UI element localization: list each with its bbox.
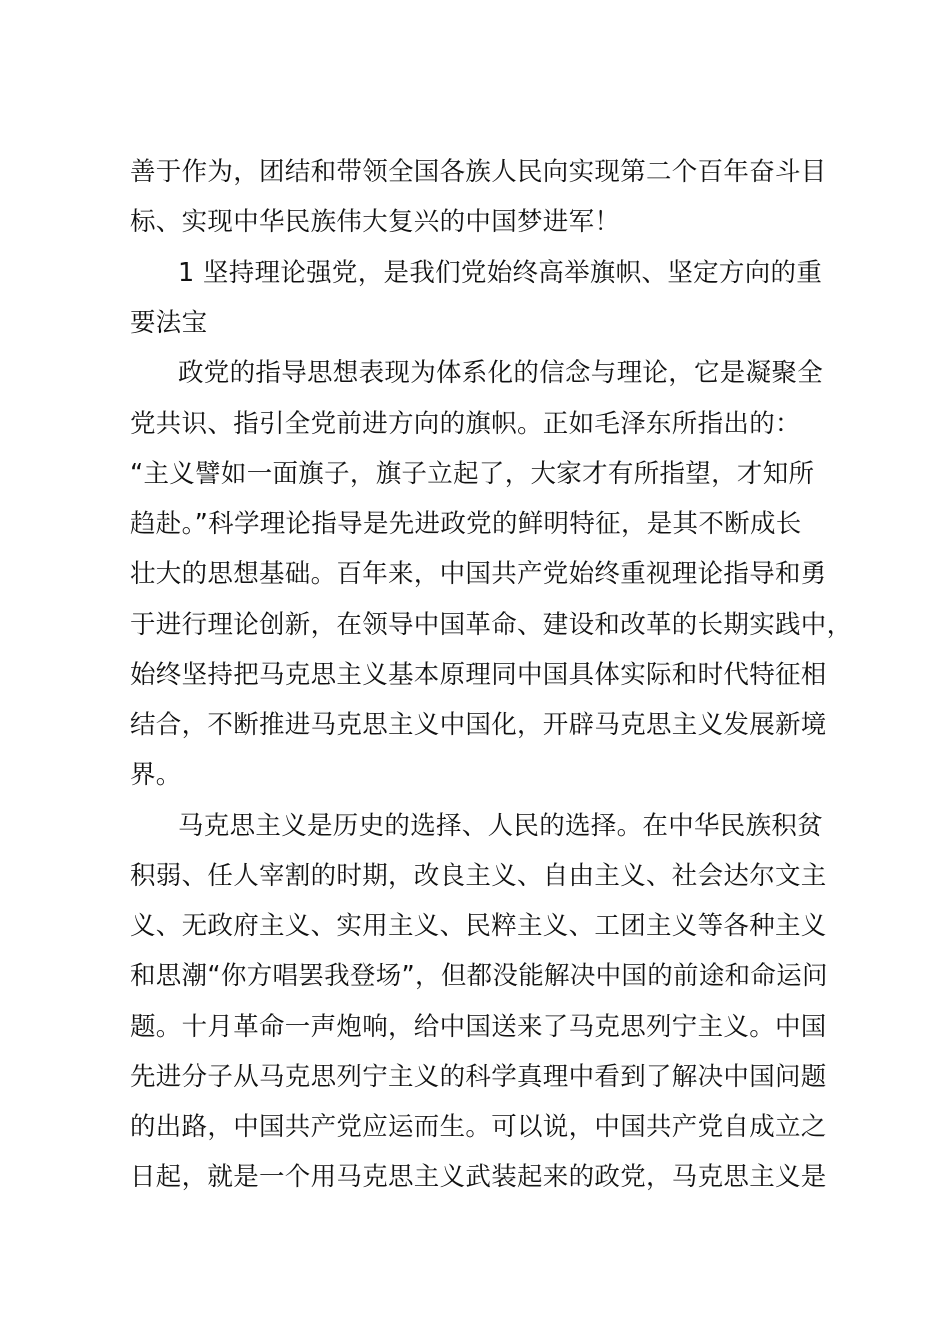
section-heading: 要法宝 bbox=[130, 308, 208, 338]
text-line: 先进分子从马克思列宁主义的科学真理中看到了解决中国问题 bbox=[130, 1062, 827, 1092]
text-line: 的出路，中国共产党应运而生。可以说，中国共产党自成立之 bbox=[130, 1112, 827, 1142]
text-line: 义、无政府主义、实用主义、民粹主义、工团主义等各种主义 bbox=[130, 911, 827, 941]
text-line: 于进行理论创新，在领导中国革命、建设和改革的长期实践中， bbox=[130, 610, 853, 640]
text-line: 界。 bbox=[130, 760, 182, 790]
paragraph-start: 政党的指导思想表现为体系化的信念与理论，它是凝聚全 bbox=[178, 358, 824, 388]
text-line: 党共识、指引全党前进方向的旗帜。正如毛泽东所指出的： bbox=[130, 409, 801, 439]
section-heading: 1 坚持理论强党，是我们党始终高举旗帜、坚定方向的重 bbox=[178, 258, 823, 288]
text-line: 趋赴。”科学理论指导是先进政党的鲜明特征，是其不断成长 bbox=[130, 509, 802, 539]
text-line: 标、实现中华民族伟大复兴的中国梦进军！ bbox=[130, 207, 621, 237]
text-line: 结合，不断推进马克思主义中国化，开辟马克思主义发展新境 bbox=[130, 710, 827, 740]
text-line: 题。十月革命一声炮响，给中国送来了马克思列宁主义。中国 bbox=[130, 1012, 827, 1042]
text-line: “主义譬如一面旗子，旗子立起了，大家才有所指望，才知所 bbox=[130, 459, 815, 489]
text-line: 积弱、任人宰割的时期，改良主义、自由主义、社会达尔文主 bbox=[130, 861, 827, 891]
text-line: 始终坚持把马克思主义基本原理同中国具体实际和时代特征相 bbox=[130, 660, 827, 690]
text-line: 日起，就是一个用马克思主义武装起来的政党，马克思主义是 bbox=[130, 1162, 827, 1192]
paragraph-start: 马克思主义是历史的选择、人民的选择。在中华民族积贫 bbox=[178, 811, 824, 841]
text-line: 善于作为，团结和带领全国各族人民向实现第二个百年奋斗目 bbox=[130, 157, 827, 187]
text-line: 和思潮“你方唱罢我登场”，但都没能解决中国的前途和命运问 bbox=[130, 961, 828, 991]
text-line: 壮大的思想基础。百年来，中国共产党始终重视理论指导和勇 bbox=[130, 559, 827, 589]
